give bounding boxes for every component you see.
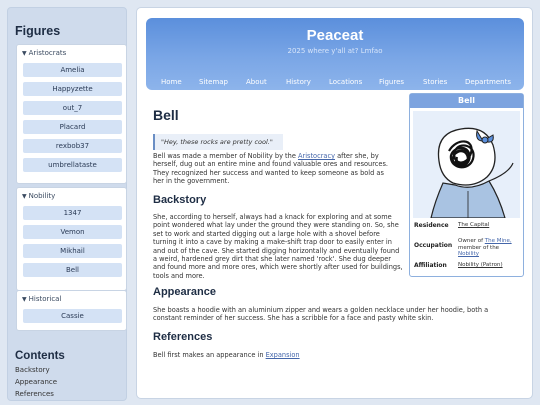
nav-history[interactable]: History <box>286 78 311 86</box>
sidebar-item-mikhail[interactable]: Mikhail <box>23 244 122 258</box>
group-header-historical[interactable]: ▼ Historical <box>22 295 62 303</box>
sidebar-item-1347[interactable]: 1347 <box>23 206 122 220</box>
infobox: Bell Residence The Capital Occupation Owner of The Mine, member of the Nobility Affiliation Nobility (Patron) <box>409 93 524 277</box>
sidebar-group-aristocrats <box>16 44 127 184</box>
contents-link-backstory[interactable]: Backstory <box>15 366 50 374</box>
references-paragraph: Bell first makes an appearance in Expansion <box>153 351 300 359</box>
triangle-down-icon: ▼ <box>22 193 27 200</box>
sidebar-item-amelia[interactable]: Amelia <box>23 63 122 77</box>
aristocracy-link[interactable]: Aristocracy <box>297 152 335 160</box>
sidebar-item-umbrellataste[interactable]: umbrellataste <box>23 158 122 172</box>
sidebar-title: Figures <box>15 24 61 38</box>
page-title: Bell <box>153 107 179 123</box>
nav-sitemap[interactable]: Sitemap <box>199 78 228 86</box>
contents-link-references[interactable]: References <box>15 390 54 398</box>
heading-appearance: Appearance <box>153 286 216 298</box>
residence-link[interactable]: The Capital <box>458 222 490 228</box>
sidebar <box>7 7 127 401</box>
heading-references: References <box>153 331 213 343</box>
intro-paragraph: Bell was made a member of Nobility by the Aristocracy after she, by herself, dug out an entire mine and found valuable ores and resources. They recognized her success and wanted to keep someone as bold as her in the government. <box>153 152 388 186</box>
nav-departments[interactable]: Departments <box>465 78 512 86</box>
nav-locations[interactable]: Locations <box>329 78 363 86</box>
site-banner <box>146 18 524 90</box>
contents-link-appearance[interactable]: Appearance <box>15 378 58 386</box>
main-content <box>136 7 533 399</box>
sidebar-group-nobility <box>16 187 127 291</box>
character-portrait <box>413 111 520 218</box>
mine-link[interactable]: The Mine, <box>484 238 512 244</box>
expansion-link[interactable]: Expansion <box>265 351 300 359</box>
sidebar-item-happyzette[interactable]: Happyzette <box>23 82 122 96</box>
triangle-down-icon: ▼ <box>22 296 27 303</box>
nav-home[interactable]: Home <box>161 78 182 86</box>
heading-backstory: Backstory <box>153 194 207 206</box>
group-header-aristocrats[interactable]: ▼ Aristocrats <box>22 49 67 57</box>
sidebar-group-historical <box>16 290 127 331</box>
sidebar-item-out7[interactable]: out_7 <box>23 101 122 115</box>
portrait-drawing <box>413 111 520 218</box>
site-subtitle: 2025 where y'all at? Lmfao <box>287 47 383 55</box>
affiliation-link[interactable]: Nobility (Patron) <box>458 262 503 268</box>
sidebar-item-bell[interactable]: Bell <box>23 263 122 277</box>
appearance-paragraph: She boasts a hoodie with an aluminium zipper and wears a golden necklace under her hoodie, both a constant reminder of her success. She has a scribble for a face and pasty white skin. <box>153 306 489 323</box>
triangle-down-icon: ▼ <box>22 50 27 57</box>
backstory-paragraph: She, according to herself, always had a knack for exploring and at some point wondered what lay under the ground they were standing on. So, she set to work and started digging out a large hole with a shovel before turning it into a cave by making a make-shift trap door to easily enter in and out of the cave. She started digging horizontally and eventually found a weird, hardened grey dirt that she later named 'rock'. She dug deeper and found more and more ores, which were shortly after used for buildings, tools and more. <box>153 213 403 280</box>
nobility-link[interactable]: Nobility <box>458 251 479 257</box>
sidebar-item-rexbob37[interactable]: rexbob37 <box>23 139 122 153</box>
quote-block: "Hey, these rocks are pretty cool." <box>153 134 283 150</box>
top-nav <box>146 78 524 90</box>
nav-figures[interactable]: Figures <box>379 78 405 86</box>
sidebar-item-cassie[interactable]: Cassie <box>23 309 122 323</box>
infobox-title: Bell <box>410 94 523 108</box>
contents-title: Contents <box>15 350 65 362</box>
site-title[interactable]: Peaceat <box>306 27 364 44</box>
group-header-nobility[interactable]: ▼ Nobility <box>22 192 56 200</box>
sidebar-item-placard[interactable]: Placard <box>23 120 122 134</box>
nav-stories[interactable]: Stories <box>423 78 448 86</box>
nav-about[interactable]: About <box>246 78 267 86</box>
sidebar-item-vemon[interactable]: Vemon <box>23 225 122 239</box>
